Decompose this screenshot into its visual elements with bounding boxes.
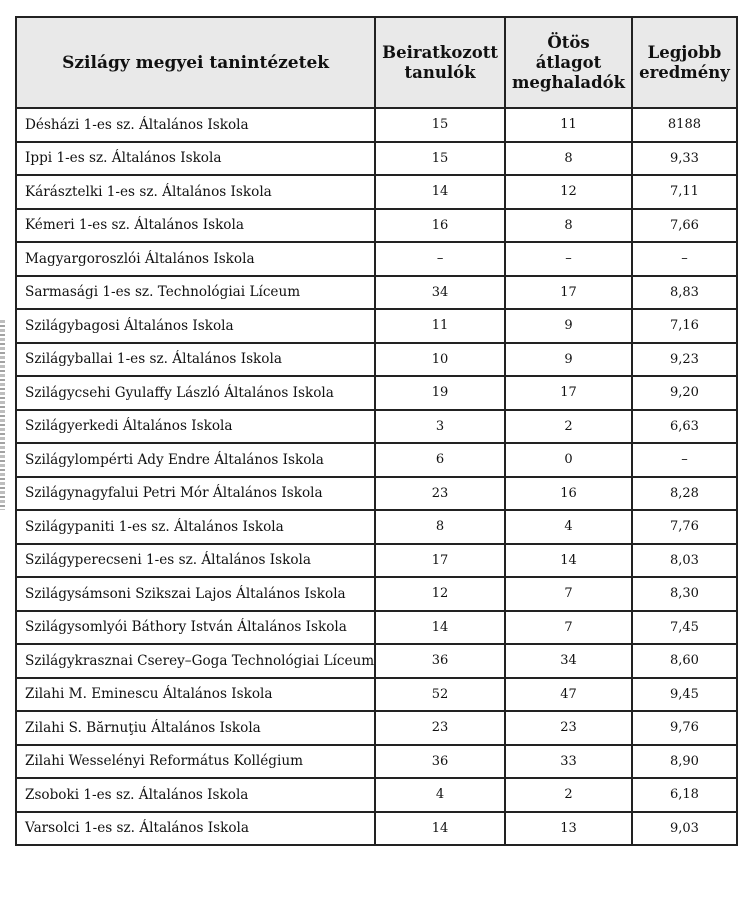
cell-school: Szilágysámsoni Szikszai Lajos Általános Iskola [16,577,375,611]
cell-best: 9,23 [632,343,737,377]
cell-enrolled: 3 [375,410,505,444]
table-row [16,778,737,812]
cell-school: Ippi 1-es sz. Általános Iskola [16,142,375,176]
cell-enrolled: – [375,242,505,276]
header-row [16,17,737,108]
cell-best: 7,66 [632,209,737,243]
table-row [16,108,737,142]
cell-above-five: 23 [505,711,632,745]
table-row [16,644,737,678]
table-row [16,678,737,712]
table-row [16,242,737,276]
table-row [16,175,737,209]
header-above-five: Ötös átlagot meghaladók [505,17,632,108]
cell-enrolled: 23 [375,711,505,745]
cell-school: Szilágynagyfalui Petri Mór Általános Iskola [16,477,375,511]
cell-enrolled: 14 [375,175,505,209]
cell-enrolled: 36 [375,745,505,779]
table-row [16,142,737,176]
cell-above-five: 0 [505,443,632,477]
cell-above-five: 16 [505,477,632,511]
cell-best: 6,18 [632,778,737,812]
cell-best: 8188 [632,108,737,142]
cell-school: Zilahi M. Eminescu Általános Iskola [16,678,375,712]
cell-above-five: 17 [505,376,632,410]
table-row [16,611,737,645]
cell-best: 9,76 [632,711,737,745]
table-row [16,812,737,846]
table-row [16,745,737,779]
cell-school: Sarmasági 1-es sz. Technológiai Líceum [16,276,375,310]
table-row [16,711,737,745]
cell-above-five: 34 [505,644,632,678]
cell-school: Szilágypaniti 1-es sz. Általános Iskola [16,510,375,544]
cell-school: Kárásztelki 1-es sz. Általános Iskola [16,175,375,209]
cell-enrolled: 4 [375,778,505,812]
header-enrolled: Beiratkozott tanulók [375,17,505,108]
cell-best: 7,45 [632,611,737,645]
header-school: Szilágy megyei tanintézetek [16,17,375,108]
cell-school: Szilágyerkedi Általános Iskola [16,410,375,444]
cell-above-five: – [505,242,632,276]
cell-above-five: 47 [505,678,632,712]
cell-best: 9,45 [632,678,737,712]
cell-enrolled: 14 [375,611,505,645]
cell-enrolled: 15 [375,108,505,142]
cell-school: Zilahi Wesselényi Református Kollégium [16,745,375,779]
cell-best: – [632,242,737,276]
table-row [16,343,737,377]
cell-enrolled: 10 [375,343,505,377]
table-row [16,209,737,243]
cell-enrolled: 16 [375,209,505,243]
cell-school: Zsoboki 1-es sz. Általános Iskola [16,778,375,812]
cell-enrolled: 14 [375,812,505,846]
cell-best: 6,63 [632,410,737,444]
page-edge-artifact [0,320,5,510]
cell-enrolled: 36 [375,644,505,678]
table-row [16,410,737,444]
cell-above-five: 7 [505,611,632,645]
cell-above-five: 9 [505,343,632,377]
results-table [15,16,738,846]
cell-above-five: 13 [505,812,632,846]
cell-school: Szilágycsehi Gyulaffy László Általános Iskola [16,376,375,410]
cell-above-five: 33 [505,745,632,779]
cell-best: 9,03 [632,812,737,846]
cell-best: – [632,443,737,477]
cell-above-five: 8 [505,142,632,176]
cell-enrolled: 52 [375,678,505,712]
table-row [16,477,737,511]
table-row [16,276,737,310]
cell-school: Szilágykrasznai Cserey–Goga Technológiai Líceum [16,644,375,678]
cell-best: 7,16 [632,309,737,343]
cell-school: Varsolci 1-es sz. Általános Iskola [16,812,375,846]
cell-above-five: 11 [505,108,632,142]
cell-enrolled: 17 [375,544,505,578]
table-row [16,309,737,343]
cell-enrolled: 34 [375,276,505,310]
cell-best: 7,11 [632,175,737,209]
cell-best: 8,90 [632,745,737,779]
cell-school: Magyargoroszlói Általános Iskola [16,242,375,276]
cell-school: Szilágybagosi Általános Iskola [16,309,375,343]
table-row [16,510,737,544]
header-best: Legjobb eredmény [632,17,737,108]
cell-enrolled: 19 [375,376,505,410]
cell-school: Désházi 1-es sz. Általános Iskola [16,108,375,142]
cell-above-five: 14 [505,544,632,578]
cell-above-five: 9 [505,309,632,343]
cell-best: 8,28 [632,477,737,511]
cell-enrolled: 12 [375,577,505,611]
cell-best: 8,83 [632,276,737,310]
cell-best: 9,33 [632,142,737,176]
cell-school: Zilahi S. Bărnuţiu Általános Iskola [16,711,375,745]
cell-enrolled: 6 [375,443,505,477]
cell-above-five: 7 [505,577,632,611]
cell-best: 8,03 [632,544,737,578]
table-row [16,443,737,477]
table-row [16,376,737,410]
table-header [16,17,737,108]
cell-school: Szilágyperecseni 1-es sz. Általános Iskola [16,544,375,578]
cell-best: 9,20 [632,376,737,410]
cell-school: Szilágyballai 1-es sz. Általános Iskola [16,343,375,377]
table-body [16,108,737,845]
cell-above-five: 2 [505,410,632,444]
cell-school: Szilágysomlyói Báthory István Általános Iskola [16,611,375,645]
cell-school: Kémeri 1-es sz. Általános Iskola [16,209,375,243]
cell-enrolled: 11 [375,309,505,343]
cell-above-five: 2 [505,778,632,812]
table-row [16,577,737,611]
cell-enrolled: 15 [375,142,505,176]
cell-school: Szilágylompérti Ady Endre Általános Iskola [16,443,375,477]
cell-above-five: 12 [505,175,632,209]
cell-enrolled: 23 [375,477,505,511]
table-row [16,544,737,578]
cell-above-five: 4 [505,510,632,544]
cell-best: 7,76 [632,510,737,544]
cell-above-five: 8 [505,209,632,243]
cell-above-five: 17 [505,276,632,310]
cell-best: 8,30 [632,577,737,611]
cell-best: 8,60 [632,644,737,678]
cell-enrolled: 8 [375,510,505,544]
